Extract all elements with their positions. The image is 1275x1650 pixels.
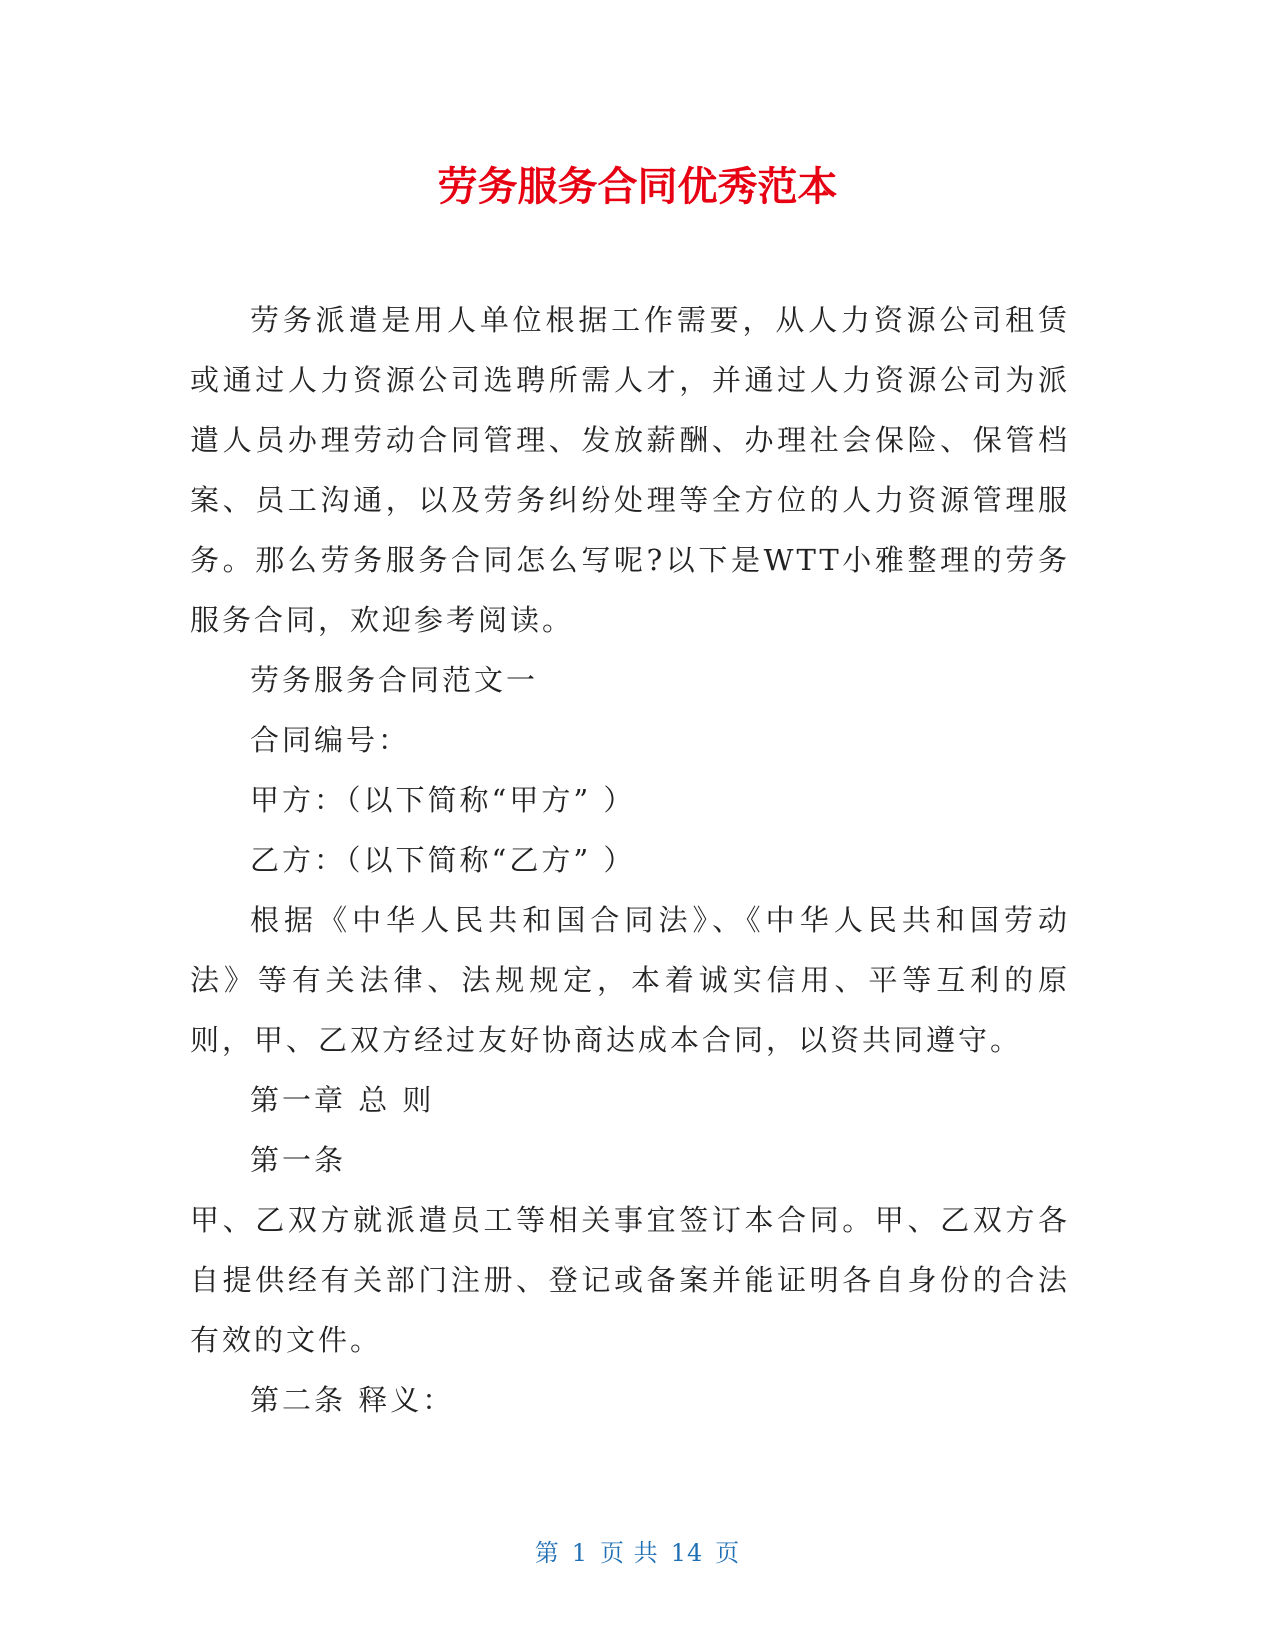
page-footer [0, 1538, 1275, 1568]
party-a-line: 甲方：（以下简称“甲方” ） [250, 783, 636, 817]
party-b-line: 乙方：（以下简称“乙方” ） [250, 843, 636, 877]
legal-basis-paragraph: 根据《中华人民共和国合同法》、《中华人民共和国劳动法》等有关法律、法规规定，本着诚实信用、平等互利的原则，甲、乙双方经过友好协商达成本合同，以资共同遵守。 [190, 903, 1070, 1057]
footer-suffix: 页 [715, 1539, 741, 1567]
article-1-heading: 第一条 [250, 1143, 347, 1177]
intro-paragraph: 劳务派遣是用人单位根据工作需要，从人力资源公司租赁或通过人力资源公司选聘所需人才，并通过人力资源公司为派遣人员办理劳动合同管理、发放薪酬、办理社会保险、保管档案、员工沟通，以及劳务纠纷处理等全方位的人力资源管理服务。那么劳务服务合同怎么写呢?以下是WTT小雅整理的劳务服务合同，欢迎参考阅读。 [190, 303, 1070, 637]
contract-number-line: 合同编号： [250, 723, 411, 757]
document-body [190, 290, 1070, 1430]
chapter-heading: 第一章 总 则 [250, 1083, 435, 1117]
footer-current-page: 1 [571, 1539, 589, 1567]
footer-total-pages: 14 [670, 1539, 704, 1567]
footer-middle: 页 共 [600, 1539, 659, 1567]
footer-prefix: 第 [534, 1539, 560, 1567]
section-heading: 劳务服务合同范文一 [250, 663, 539, 697]
document-title: 劳务服务合同优秀范本 [437, 164, 838, 210]
article-2-heading: 第二条 释义： [250, 1383, 455, 1417]
article-1-paragraph: 甲、乙双方就派遣员工等相关事宜签订本合同。甲、乙双方各自提供经有关部门注册、登记或备案并能证明各自身份的合法有效的文件。 [190, 1203, 1070, 1357]
